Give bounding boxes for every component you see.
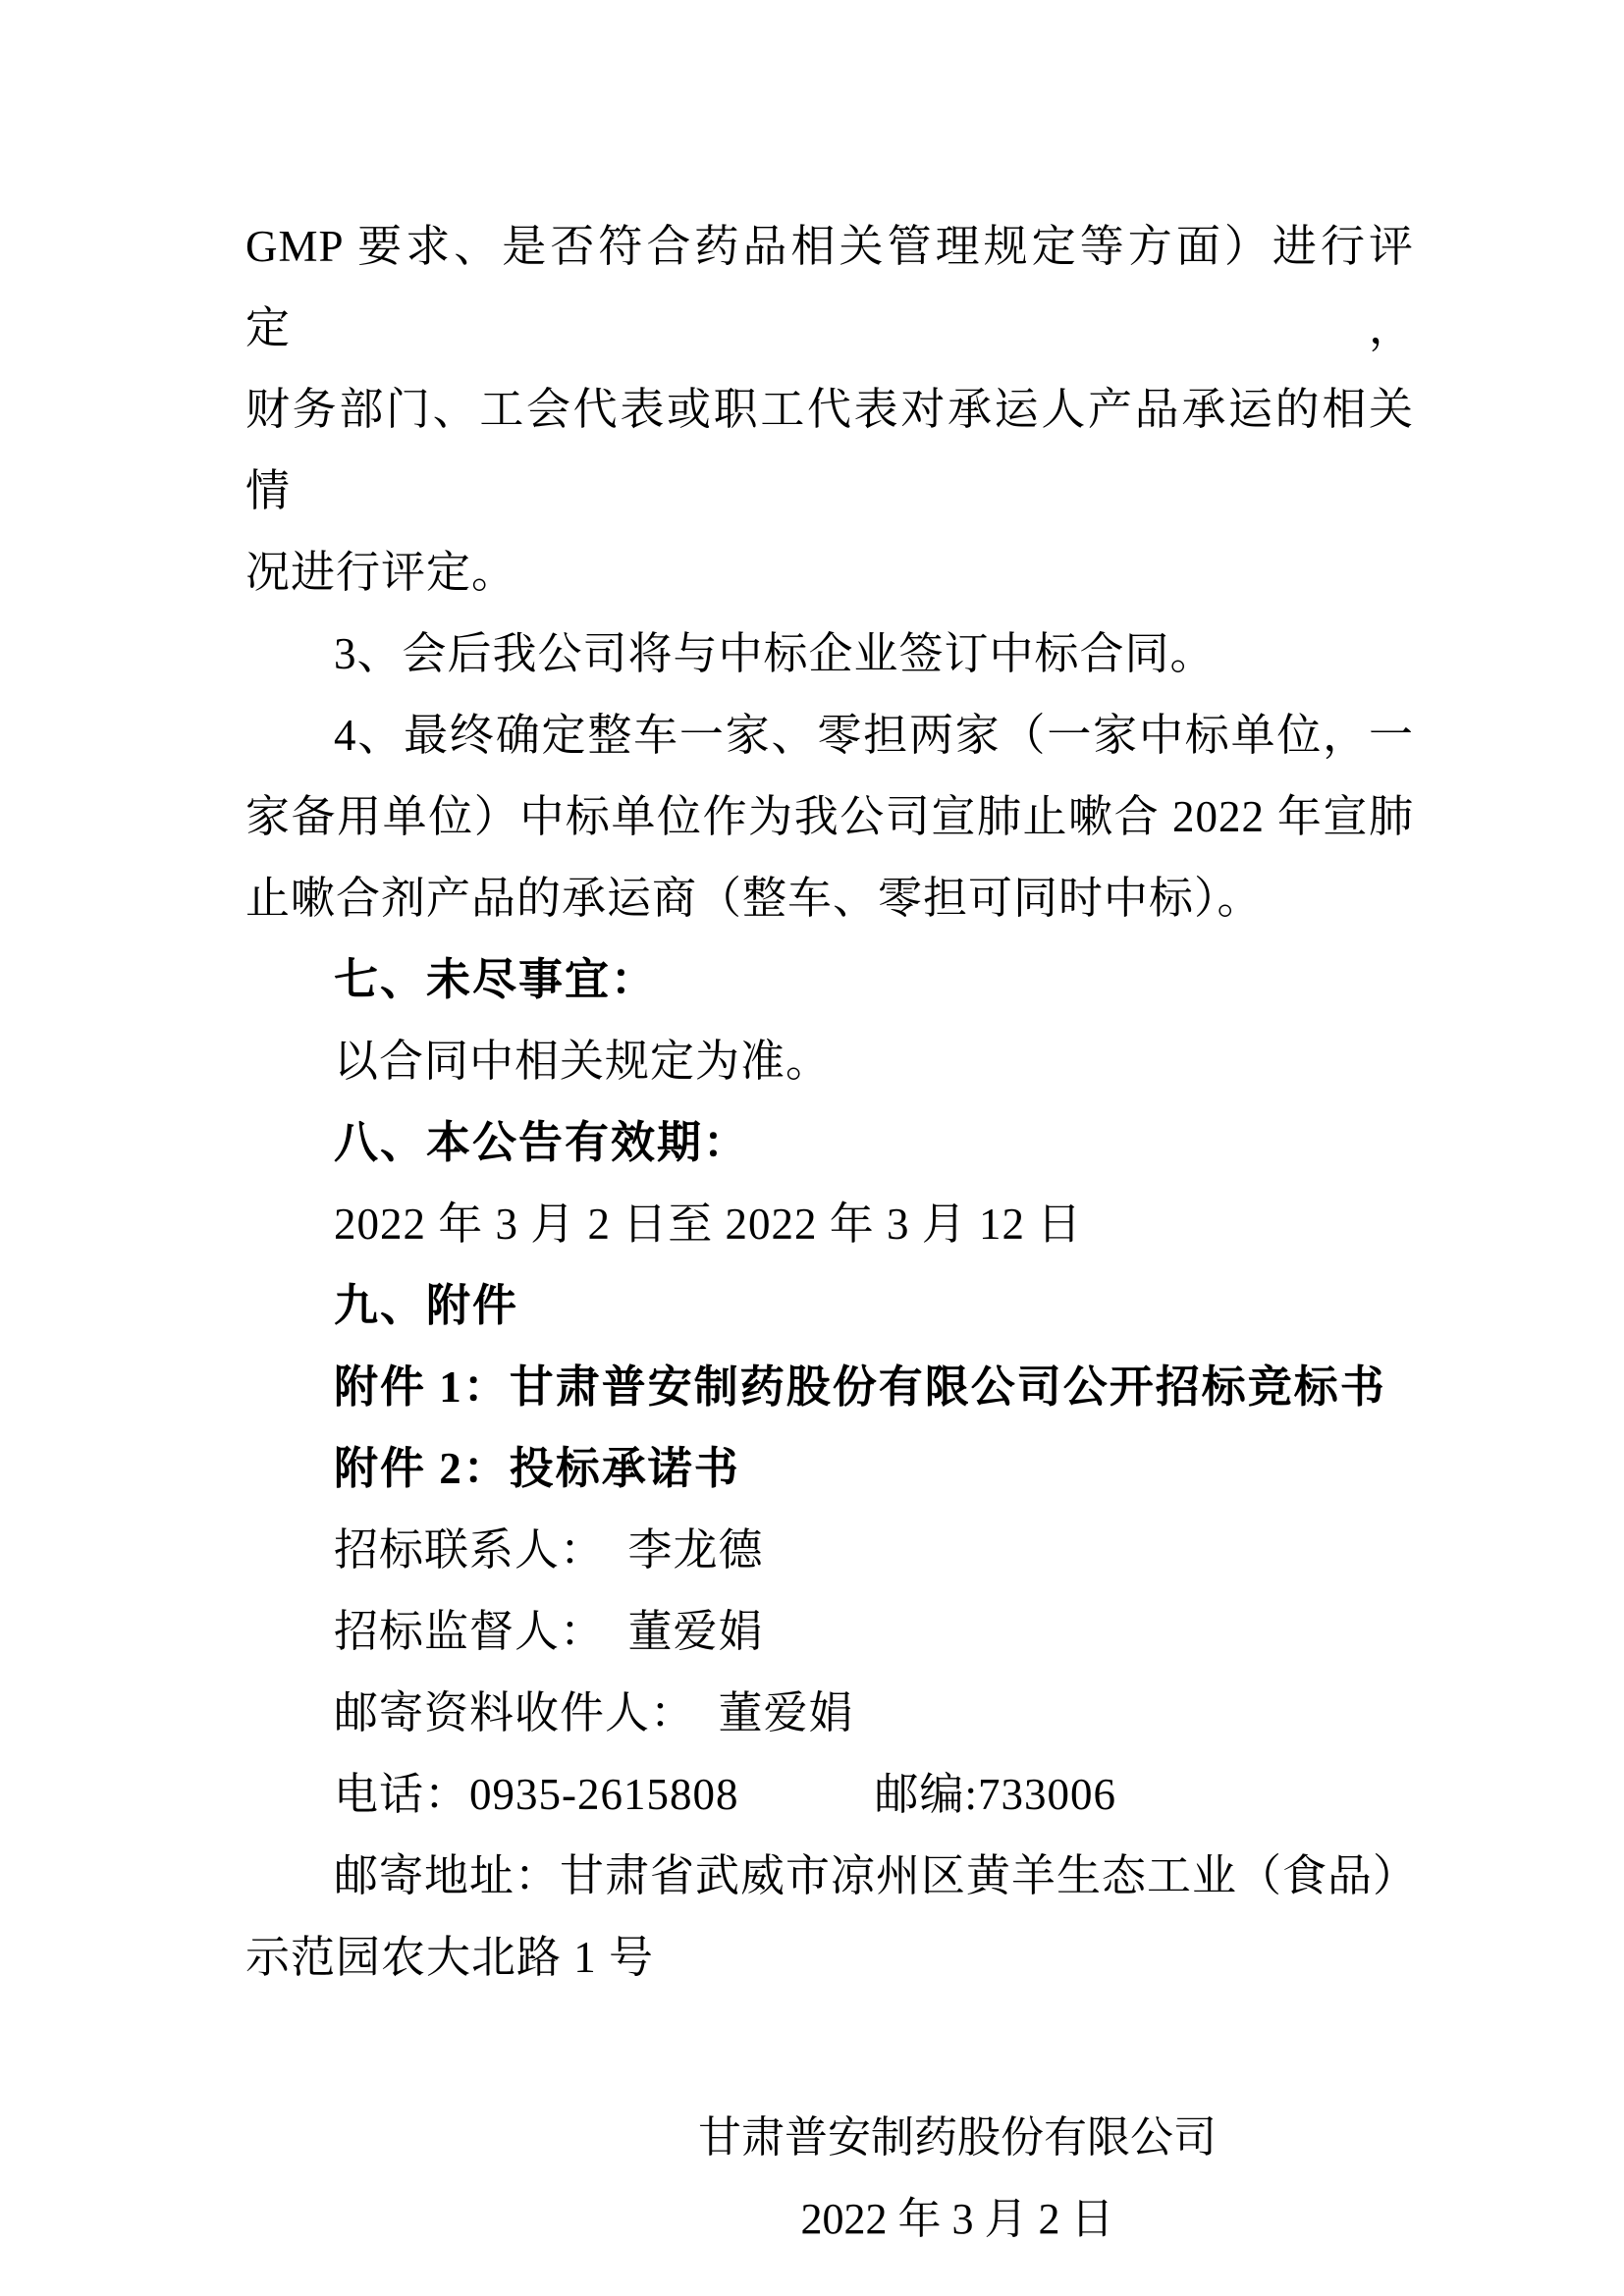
contact-person-line: 招标联系人： 李龙德 xyxy=(334,1525,764,1575)
paragraph-evaluation-line-1: GMP 要求、是否符合药品相关管理规定等方面）进行评定， xyxy=(245,222,1414,352)
paragraph-item-3: 3、会后我公司将与中标企业签订中标合同。 xyxy=(334,629,1216,678)
signature-block xyxy=(677,2097,1237,2260)
section-heading-9-attachments: 九、附件 xyxy=(334,1281,519,1330)
attachment-2-title: 附件 2：投标承诺书 xyxy=(334,1444,740,1493)
paragraph-item-4-line-1: 4、最终确定整车一家、零担两家（一家中标单位，一 xyxy=(334,711,1414,760)
paragraph-item-4-line-2: 家备用单位）中标单位作为我公司宣肺止嗽合 2022 年宣肺 xyxy=(245,792,1414,841)
section-heading-8-validity-period: 八、本公告有效期： xyxy=(334,1118,750,1167)
supervisor-person-line: 招标监督人： 董爱娟 xyxy=(334,1607,764,1656)
section-heading-7-unfinished-matters: 七、未尽事宜： xyxy=(334,955,658,1004)
paragraph-item-4-line-3: 止嗽合剂产品的承运商（整车、零担可同时中标）。 xyxy=(245,874,1263,923)
mail-address-line-2: 示范园农大北路 1 号 xyxy=(245,1933,655,1982)
paragraph-validity-dates: 2022 年 3 月 2 日至 2022 年 3 月 12 日 xyxy=(334,1200,1083,1249)
attachment-1-title: 附件 1：甘肃普安制药股份有限公司公开招标竞标书 xyxy=(334,1362,1386,1412)
signature-date: 2022 年 3 月 2 日 xyxy=(800,2195,1114,2243)
signature-company: 甘肃普安制药股份有限公司 xyxy=(698,2113,1217,2162)
mail-recipient-line: 邮寄资料收件人： 董爱娟 xyxy=(334,1688,854,1737)
mail-address-line-1: 邮寄地址：甘肃省武威市凉州区黄羊生态工业（食品） xyxy=(334,1851,1419,1900)
paragraph-contract-rules: 以合同中相关规定为准。 xyxy=(334,1037,832,1086)
phone-postcode-line: 电话：0935-2615808 邮编:733006 xyxy=(334,1770,1116,1819)
paragraph-evaluation-line-3: 况进行评定。 xyxy=(245,548,517,597)
paragraph-evaluation-line-2: 财务部门、工会代表或职工代表对承运人产品承运的相关情 xyxy=(245,385,1414,515)
